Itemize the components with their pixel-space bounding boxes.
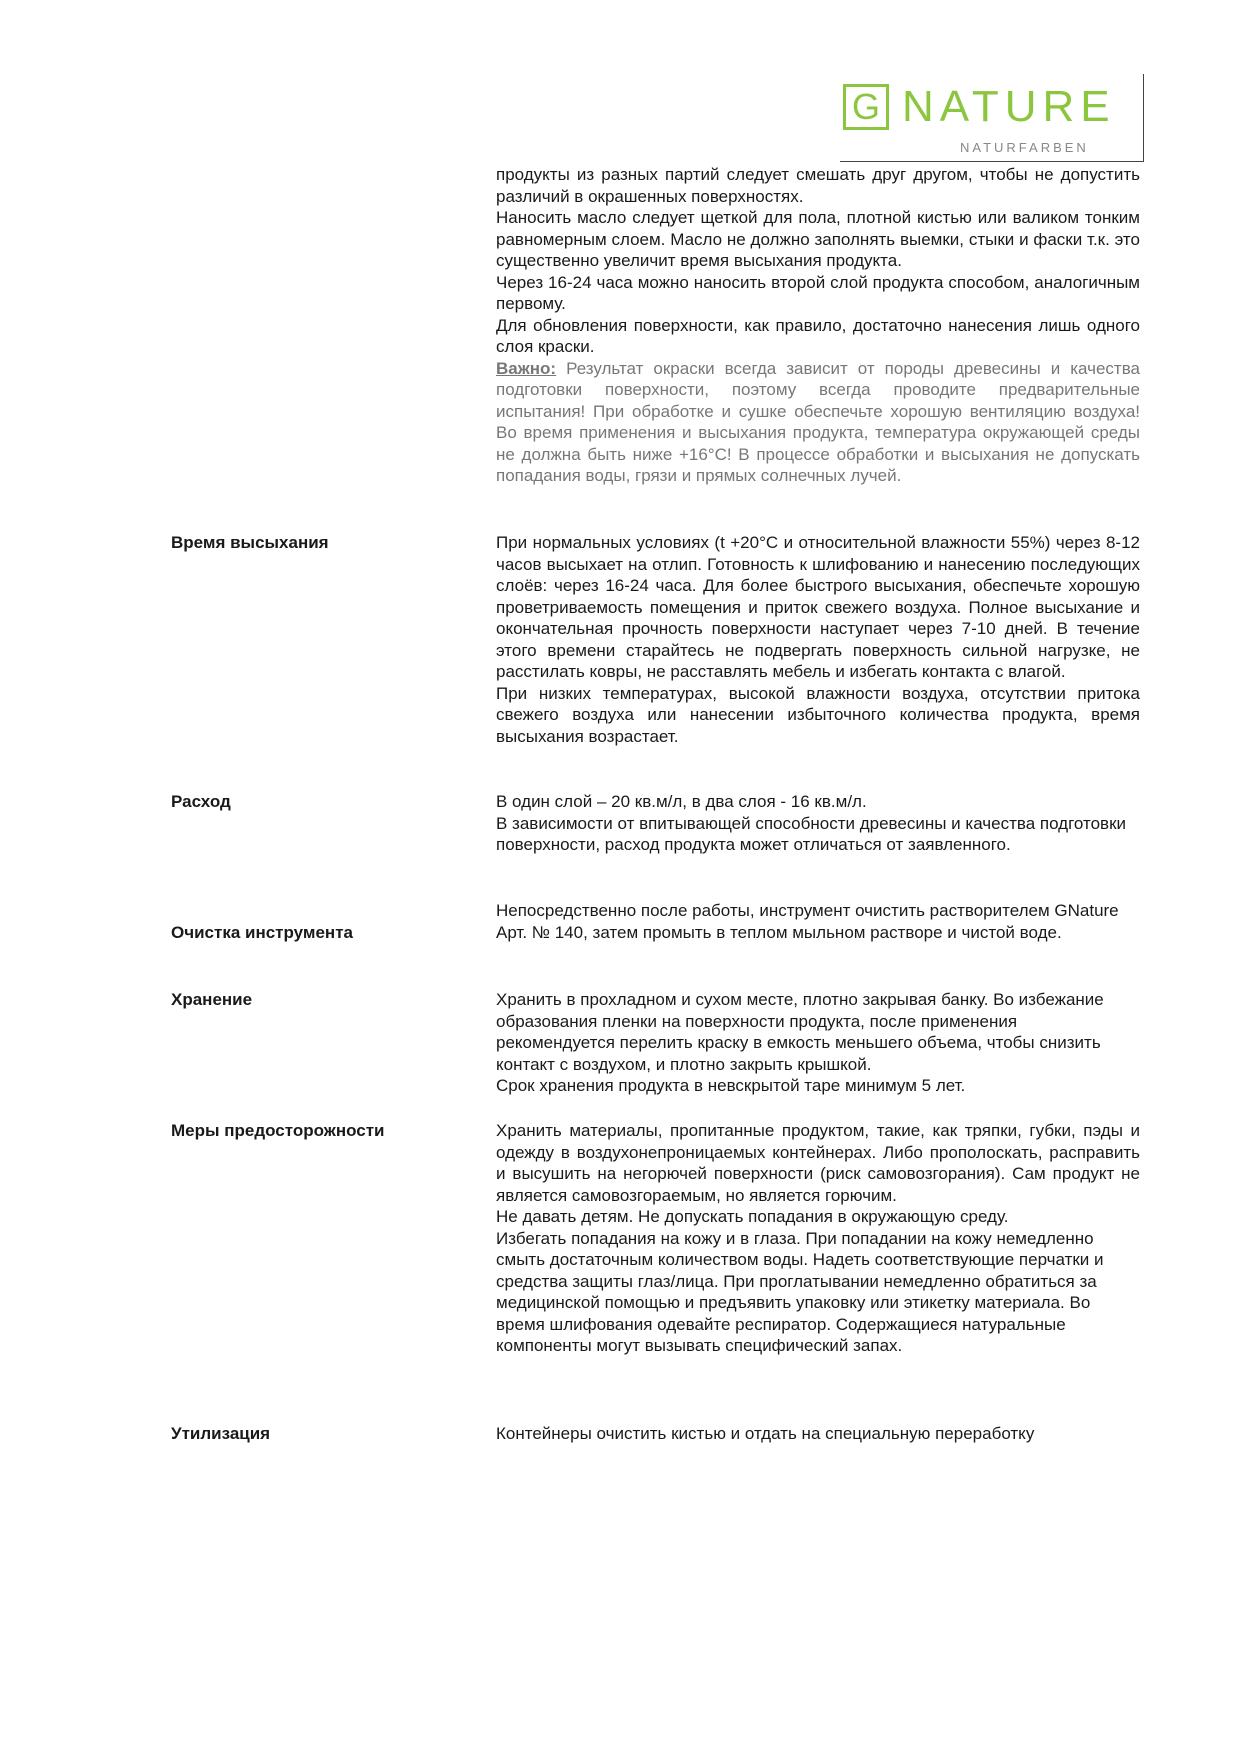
disposal-section: [496, 1423, 1140, 1445]
storage-text: Срок хранения продукта в невскрытой таре минимум 5 лет.: [496, 1076, 966, 1095]
consumption-text: В зависимости от впитывающей способности древесины и качества подготовки поверхности, расход продукта может отличаться от заявленного.: [496, 813, 1127, 854]
application-text: продукты из разных партий следует смешать друг другом, чтобы не допустить различий в окрашенных поверхностях.: [496, 165, 1140, 206]
logo-wordmark: NATURE: [902, 82, 1116, 131]
logo-g-box: G: [843, 84, 889, 130]
application-section: [496, 164, 1140, 487]
drying-section: [496, 532, 1140, 747]
precautions-label: Меры предосторожности: [171, 1121, 385, 1140]
logo-divider-horizontal: [840, 161, 1144, 162]
precautions-text: Не давать детям. Не допускать попадания в окружающую среду.: [496, 1207, 1009, 1226]
consumption-text: В один слой – 20 кв.м/л, в два слоя - 16 кв.м/л.: [496, 792, 867, 811]
logo-divider-vertical: [1143, 74, 1144, 162]
logo-subtitle: NATURFARBEN: [960, 140, 1089, 155]
application-text: Через 16-24 часа можно наносить второй слой продукта способом, аналогичным первому.: [496, 272, 1140, 313]
important-text: Результат окраски всегда зависит от породы древесины и качества подготовки поверхности, поэтому всегда проводите предварительные испытания! При обработке и сушке обеспечьте хорошую вентиляцию воздуха! Во время применения и высыхания продукта, температура окружающей среды не должна быть ниже +16°С! В процессе обработки и высыхания не допускать попадания воды, грязи и прямых солнечных лучей.: [496, 358, 1140, 485]
drying-text: При низких температурах, высокой влажности воздуха, отсутствии притока свежего воздуха или нанесении избыточного количества продукта, время высыхания возрастает.: [496, 683, 1140, 746]
storage-section: [496, 989, 1140, 1097]
consumption-label: Расход: [171, 792, 231, 811]
drying-text: При нормальных условиях (t +20°С и относительной влажности 55%) через 8-12 часов высыхает на отлип. Готовность к шлифованию и нанесению последующих слоёв: через 16-24 часа. Для более быстрого высыхания, обеспечьте хорошую проветриваемость помещения и приток свежего воздуха. Полное высыхание и окончательная прочность поверхности наступает через 7-10 дней. В течение этого времени старайтесь не подвергать поверхность сильной нагрузке, не расстилать ковры, не расставлять мебель и избегать контакта с влагой.: [496, 533, 1140, 681]
storage-label: Хранение: [171, 990, 253, 1009]
cleaning-text: Непосредственно после работы, инструмент очистить растворителем GNature Арт. № 140, затем промыть в теплом мыльном растворе и чистой воде.: [496, 901, 1119, 942]
consumption-section: [496, 791, 1140, 856]
gnature-logo: [840, 74, 1150, 160]
drying-label: Время высыхания: [171, 533, 329, 552]
cleaning-label: Очистка инструмента: [171, 923, 353, 942]
cleaning-section: [496, 900, 1140, 943]
precautions-section: [496, 1120, 1140, 1357]
application-text: Для обновления поверхности, как правило, достаточно нанесения лишь одного слоя краски.: [496, 315, 1140, 356]
storage-text: Хранить в прохладном и сухом месте, плотно закрывая банку. Во избежание образования пленки на поверхности продукта, после применения рекомендуется перелить краску в емкость меньшего объема, чтобы снизить контакт с воздухом, и плотно закрыть крышкой.: [496, 990, 1104, 1074]
application-text: Наносить масло следует щеткой для пола, плотной кистью или валиком тонким равномерным слоем. Масло не должно заполнять выемки, стыки и фаски т.к. это существенно увеличит время высыхания продукта.: [496, 208, 1140, 270]
important-note: [496, 358, 1140, 487]
disposal-text: Контейнеры очистить кистью и отдать на специальную переработку: [496, 1424, 1035, 1443]
precautions-text: Избегать попадания на кожу и в глаза. При попадании на кожу немедленно смыть достаточным количеством воды. Надеть соответствующие перчатки и средства защиты глаз/лица. При проглатывании немедленно обратиться за медицинской помощью и предъявить упаковку или этикетку материала. Во время шлифования одевайте респиратор. Содержащиеся натуральные компоненты могут вызывать специфический запах.: [496, 1228, 1104, 1355]
disposal-label: Утилизация: [171, 1424, 271, 1443]
precautions-text: Хранить материалы, пропитанные продуктом, такие, как тряпки, губки, пэды и одежду в воздухонепроницаемых контейнерах. Либо прополоскать, расправить и высушить на негорючей поверхности (риск самовозгорания). Сам продукт не является самовозгораемым, но является горючим.: [496, 1121, 1140, 1205]
important-label: Важно:: [496, 358, 557, 378]
